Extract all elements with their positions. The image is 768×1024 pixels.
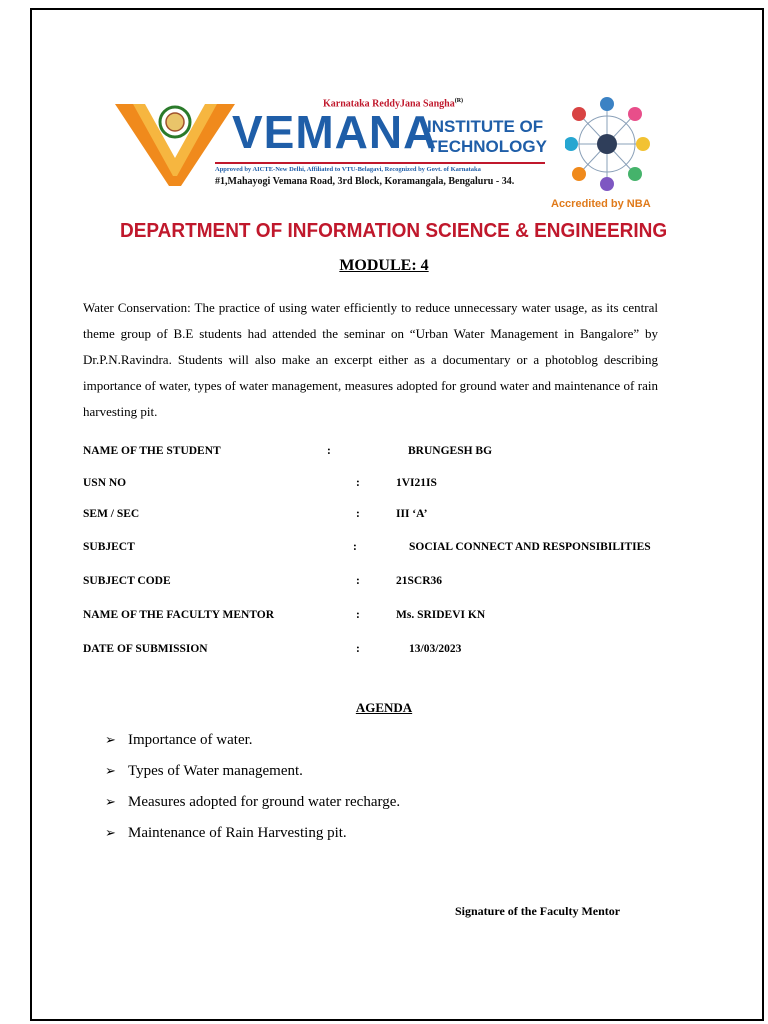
sangha-name: Karnataka ReddyJana Sangha$^{(R)}$ bbox=[323, 98, 464, 110]
arrow-bullet-icon: ➢ bbox=[105, 763, 116, 778]
agenda-title: AGENDA bbox=[355, 700, 413, 715]
list-item: ➢ Importance of water. bbox=[105, 732, 253, 748]
list-item: ➢ Measures adopted for ground water recharge. bbox=[105, 794, 401, 810]
institute-name: VEMANA bbox=[232, 106, 438, 158]
institute-address: #1,Mahayogi Vemana Road, 3rd Block, Koramangala, Bengaluru - 34. bbox=[215, 176, 515, 187]
sdg-wheel-icon bbox=[565, 94, 650, 194]
arrow-bullet-icon: ➢ bbox=[105, 794, 116, 809]
divider-line bbox=[215, 162, 545, 164]
accreditation-label: Accredited by NBA bbox=[551, 198, 651, 210]
intro-paragraph: Water Conservation: The practice of using water efficiently to reduce unnecessary water usage, as its central theme group of B.E students had attended the seminar on “Urban Water Management in Bangalore” by Dr.P.N.Ravindra. Students will also make an excerpt either as a documentary or a photoblog describing importance of water, types of water management, measures adopted for ground water and maintenance of rain harvesting pit. bbox=[83, 300, 658, 419]
vemana-v-logo bbox=[115, 100, 235, 186]
approval-text: Approved by AICTE-New Delhi, Affiliated to VTU-Belagavi, Recognized by Govt. of Karnataka bbox=[215, 166, 481, 173]
signature-label: Signature of the Faculty Mentor bbox=[455, 904, 621, 918]
list-item: ➢ Maintenance of Rain Harvesting pit. bbox=[105, 825, 347, 841]
agenda-list bbox=[105, 732, 400, 856]
letterhead bbox=[115, 92, 668, 254]
arrow-bullet-icon: ➢ bbox=[105, 825, 116, 840]
list-item: ➢ Types of Water management. bbox=[105, 763, 303, 779]
module-title: MODULE: 4 bbox=[339, 257, 429, 274]
arrow-bullet-icon: ➢ bbox=[105, 732, 116, 747]
department-title: DEPARTMENT OF INFORMATION SCIENCE & ENGINEERING bbox=[120, 220, 668, 242]
institute-subtitle: INSTITUTE OF TECHNOLOGY bbox=[427, 117, 547, 156]
